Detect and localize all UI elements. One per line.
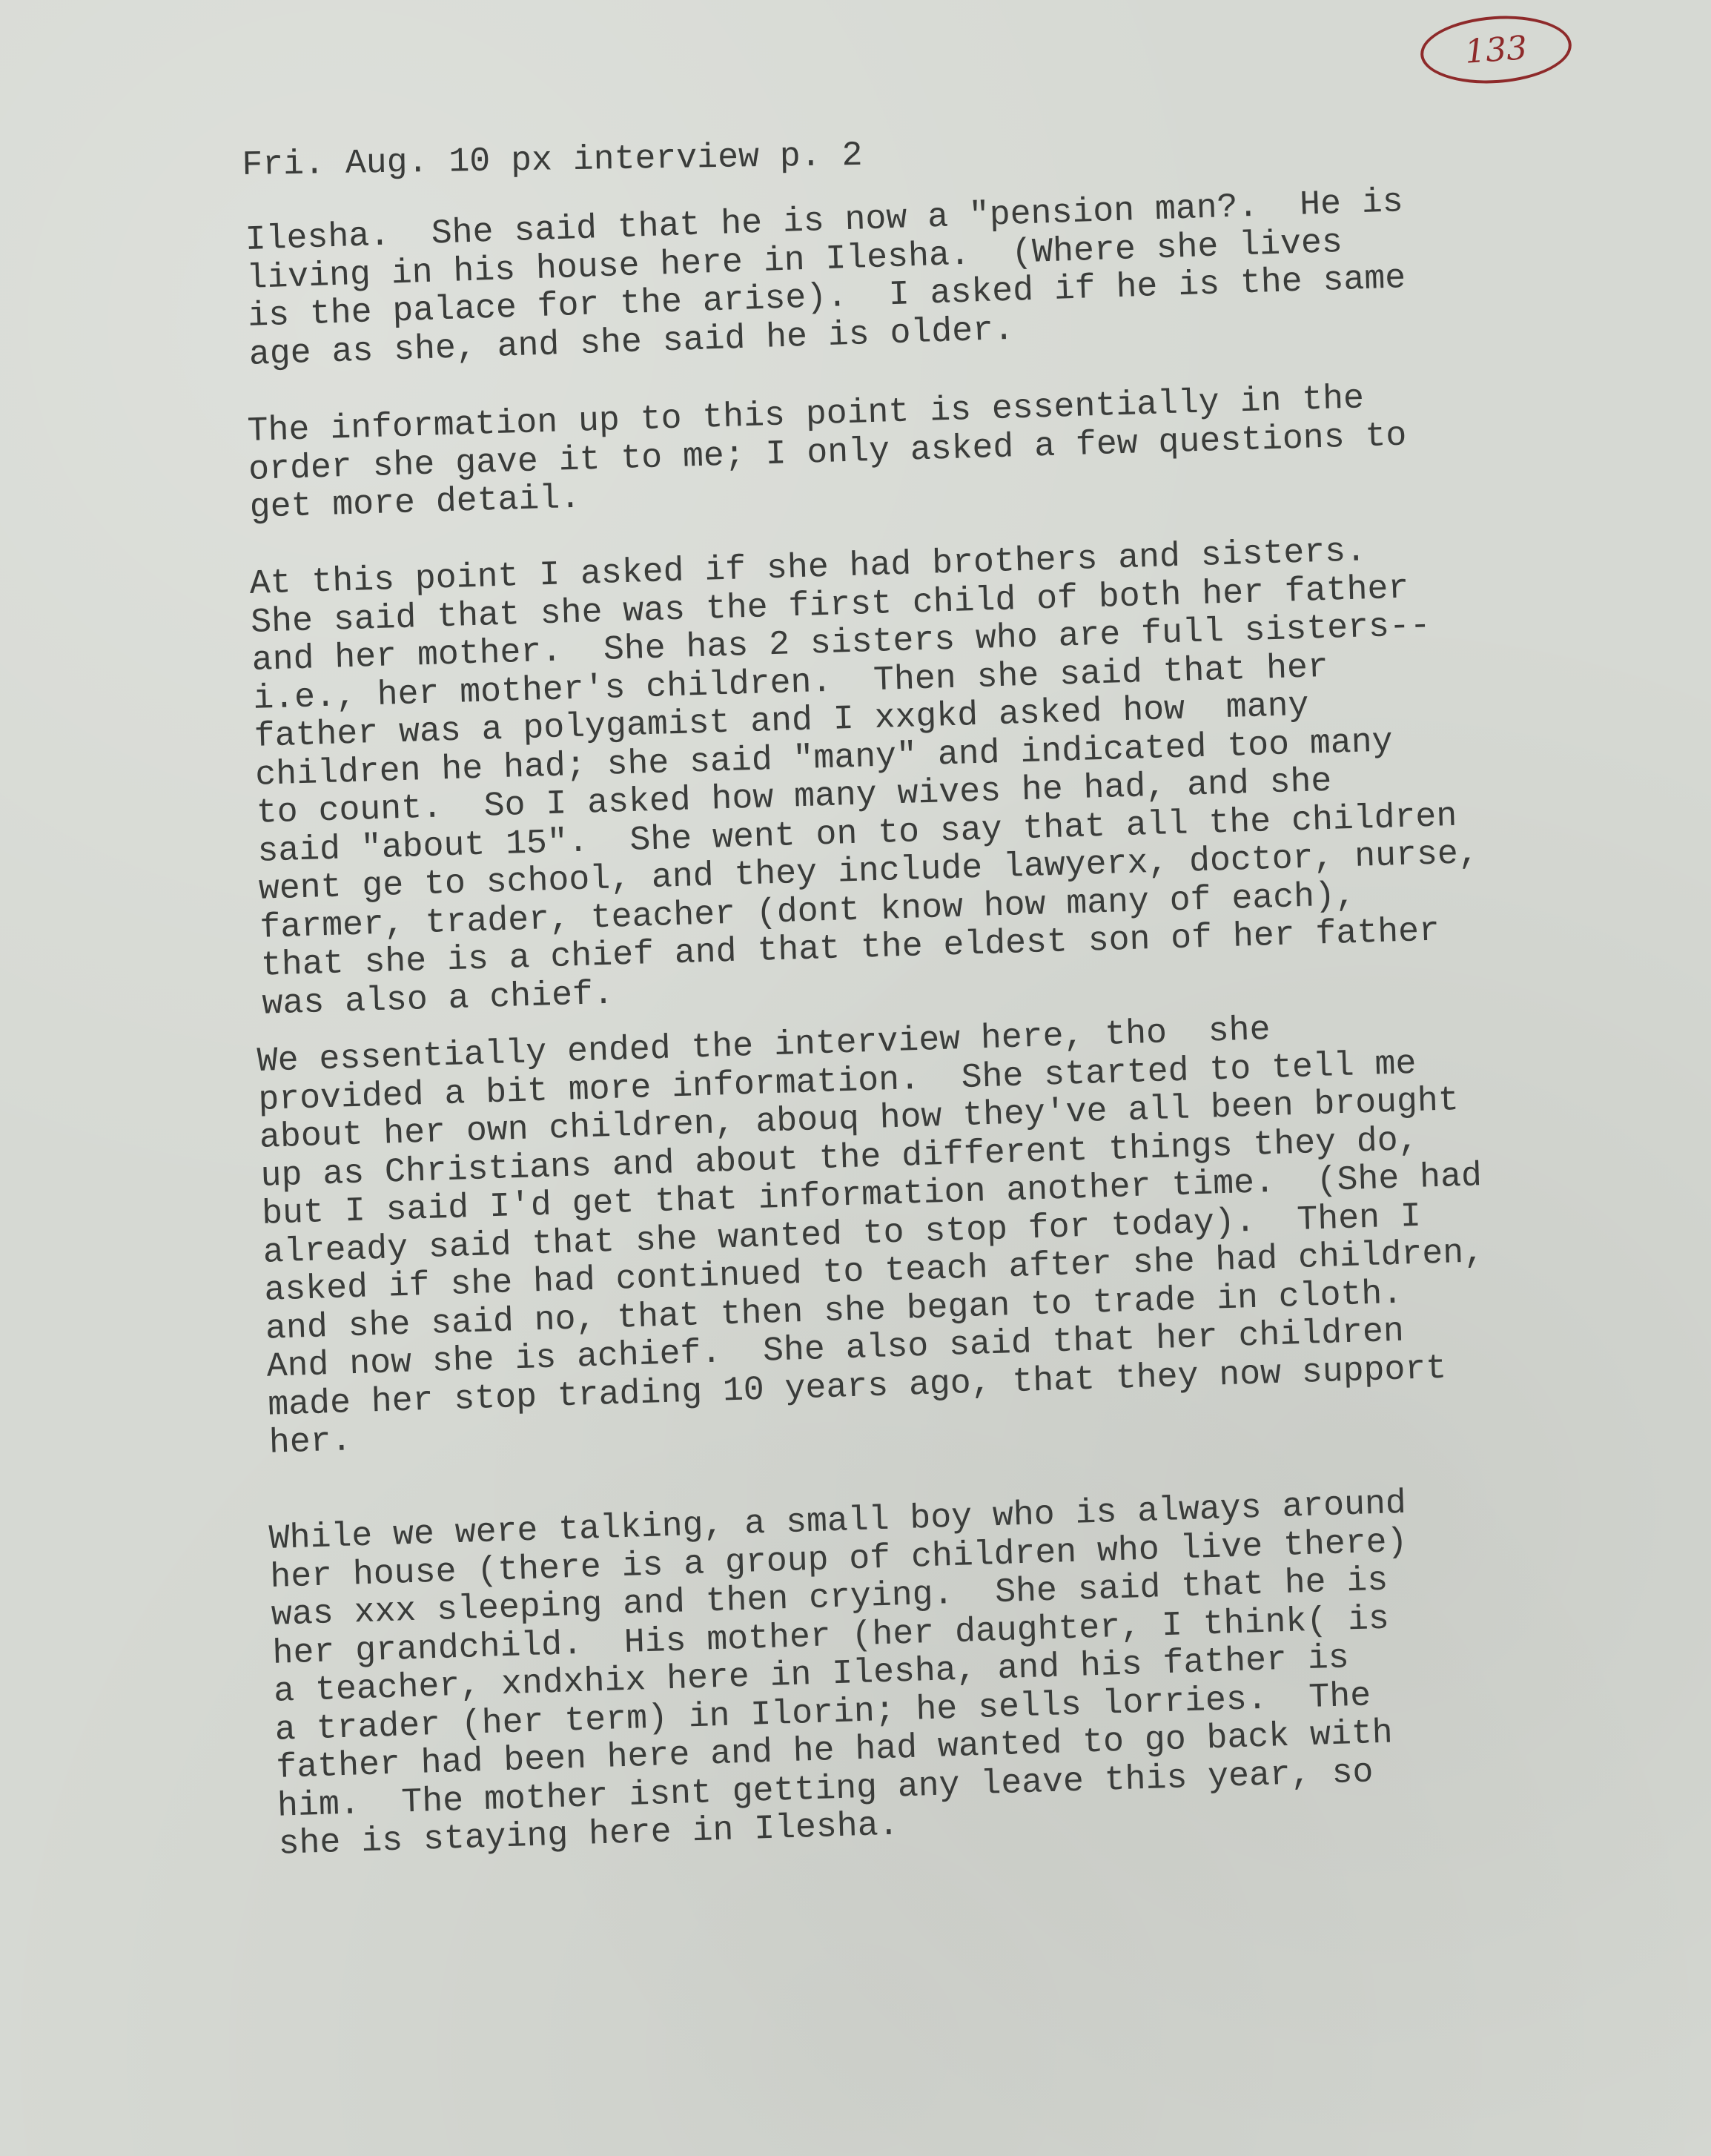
paragraph-4: We essentially ended the interview here, tho she provided a bit more information. She started to tell me about her own children, abouq how they've all been brought up as Christians and about the different things they do, but I said I'd get that information another time. (She had already said that she wanted to stop for today). Then I asked if she had continued to teach after she had children, and she said no, that then she began to trade in cloth. And now she is achief. She also said that her children made her stop trading 10 years ago, that they now support her. <box>256 1010 1485 1463</box>
paragraph-2: The information up to this point is essentially in the order she gave it to me; I only asked a few questions to get more detail. <box>246 378 1408 527</box>
page-header: Fri. Aug. 10 px interview p. 2 <box>242 135 863 185</box>
paragraph-1: Ilesha. She said that he is now a "pension man?. He is living in his house here in Ilesha. (Where she lives is the palace for the arise). I asked if he is the same age as she, and she said he is older. <box>244 182 1406 374</box>
paragraph-5: While we were talking, a small boy who is always around her house (there is a group of children who live there) was xxx sleeping and then crying. She said that he is her grandchild. His mother (her daughter, I think( is a teacher, xndxhix here in Ilesha, and his father is a trader (her term) in Ilorin; he sells lorries. The father had been here and he had wanted to go back with him. The mother isnt getting any leave this year, so she is staying here in Ilesha. <box>268 1483 1409 1864</box>
page-number-stamp: 133 <box>1418 11 1574 88</box>
paragraph-3: At this point I asked if she had brothers and sisters. She said that she was the first child of both her father and her mother. She has 2 sisters who are full sisters-- i.e., her mother's children. Then she said that her father was a polygamist and I xxgkd asked how many children he had; she said "many" and indicated too many to count. So I asked how many wives he had, and she said "about 15". She went on to say that all the children went ge to school, and they include lawyerx, doctor, nurse, farmer, trader, teacher (dont know how many of each), that she is a chief and that the eldest son of her father was also a chief. <box>248 531 1480 1024</box>
